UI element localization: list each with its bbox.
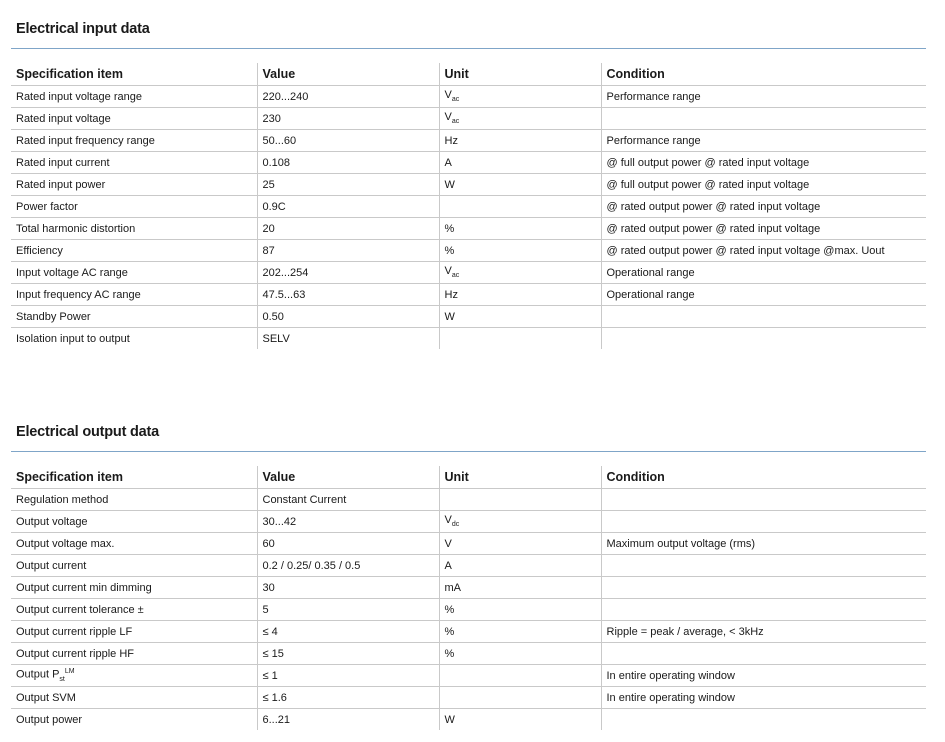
cell-value-text: SELV	[262, 332, 290, 345]
cell-unit-text: W	[444, 310, 455, 323]
cell-spec-item-text: Output current min dimming	[16, 581, 152, 594]
cell-unit	[439, 174, 601, 196]
header-unit: Unit	[439, 466, 601, 489]
cell-spec-item-text: Output voltage	[16, 515, 88, 528]
cell-value	[257, 511, 439, 533]
cell-unit	[439, 511, 601, 533]
cell-spec-item-text: Output voltage max.	[16, 537, 115, 550]
cell-condition-text: Performance range	[606, 134, 701, 147]
cell-spec-item-subscript: st	[59, 675, 65, 683]
cell-spec-item	[11, 328, 257, 350]
cell-value-text: 47.5...63	[262, 288, 306, 301]
cell-unit	[439, 130, 601, 152]
cell-value	[257, 86, 439, 108]
cell-unit-text: A	[444, 156, 452, 169]
table-row	[11, 577, 926, 599]
section-divider	[11, 451, 926, 452]
cell-spec-item-text: Output current ripple LF	[16, 625, 133, 638]
cell-condition	[601, 108, 926, 130]
cell-spec-item	[11, 130, 257, 152]
cell-spec-item-text: Output P	[16, 668, 60, 681]
cell-condition	[601, 555, 926, 577]
cell-value-text: 30	[262, 581, 275, 594]
cell-value	[257, 665, 439, 687]
cell-value-text: 220...240	[262, 90, 309, 103]
cell-value	[257, 555, 439, 577]
cell-condition-text: Ripple = peak / average, < 3kHz	[606, 625, 764, 638]
cell-value	[257, 599, 439, 621]
cell-condition	[601, 218, 926, 240]
cell-unit-text: %	[444, 244, 455, 257]
cell-value-text: ≤ 1.6	[262, 691, 287, 704]
cell-unit-subscript: ac	[451, 118, 460, 126]
cell-spec-item-text: Rated input current	[16, 156, 110, 169]
cell-condition	[601, 511, 926, 533]
cell-spec-item	[11, 262, 257, 284]
cell-unit	[439, 489, 601, 511]
cell-unit-text: V	[444, 111, 452, 124]
table-row	[11, 489, 926, 511]
table-row	[11, 262, 926, 284]
cell-value	[257, 306, 439, 328]
section-title: Electrical input data	[16, 21, 150, 37]
cell-unit	[439, 709, 601, 731]
cell-value-text: ≤ 4	[262, 625, 278, 638]
table-row	[11, 196, 926, 218]
cell-unit	[439, 328, 601, 350]
cell-value-text: 25	[262, 178, 275, 191]
cell-condition	[601, 174, 926, 196]
cell-condition-text: @ rated output power @ rated input voltage	[606, 222, 821, 235]
cell-spec-item-text: Output SVM	[16, 691, 76, 704]
cell-unit-text: A	[444, 559, 452, 572]
cell-spec-item	[11, 577, 257, 599]
cell-spec-item-text: Output current	[16, 559, 87, 572]
cell-spec-item-text: Output current tolerance ±	[16, 603, 144, 616]
cell-value	[257, 240, 439, 262]
cell-condition	[601, 665, 926, 687]
cell-value-text: 30...42	[262, 515, 297, 528]
cell-unit	[439, 196, 601, 218]
cell-spec-item-superscript: LM	[64, 668, 75, 676]
cell-condition-text: @ full output power @ rated input voltage	[606, 178, 810, 191]
table-row	[11, 555, 926, 577]
cell-spec-item-text: Rated input power	[16, 178, 106, 191]
cell-condition-text: Maximum output voltage (rms)	[606, 537, 756, 550]
header-condition: Condition	[601, 466, 926, 489]
table-row	[11, 218, 926, 240]
cell-value	[257, 533, 439, 555]
cell-unit	[439, 262, 601, 284]
cell-unit-text: Hz	[444, 288, 458, 301]
cell-condition	[601, 306, 926, 328]
cell-condition	[601, 152, 926, 174]
cell-unit	[439, 577, 601, 599]
cell-unit	[439, 218, 601, 240]
cell-unit	[439, 108, 601, 130]
cell-spec-item-text: Input frequency AC range	[16, 288, 141, 301]
output-table-body	[11, 489, 926, 731]
table-row	[11, 306, 926, 328]
table-row	[11, 130, 926, 152]
cell-spec-item	[11, 108, 257, 130]
cell-spec-item	[11, 86, 257, 108]
cell-spec-item	[11, 621, 257, 643]
header-value: Value	[257, 63, 439, 86]
cell-value-text: 230	[262, 112, 281, 125]
table-row	[11, 621, 926, 643]
cell-unit-text: V	[444, 514, 452, 527]
cell-condition	[601, 328, 926, 350]
table-header-row	[11, 466, 926, 489]
cell-condition	[601, 533, 926, 555]
input-spec-table	[11, 63, 926, 349]
cell-condition	[601, 621, 926, 643]
table-row	[11, 108, 926, 130]
cell-unit	[439, 86, 601, 108]
cell-value	[257, 621, 439, 643]
cell-unit	[439, 621, 601, 643]
table-row	[11, 284, 926, 306]
cell-spec-item-text: Standby Power	[16, 310, 91, 323]
cell-unit-subscript: ac	[451, 272, 460, 280]
table-row	[11, 665, 926, 687]
table-row	[11, 687, 926, 709]
header-condition: Condition	[601, 63, 926, 86]
cell-value	[257, 218, 439, 240]
cell-value-text: Constant Current	[262, 493, 347, 506]
output-spec-table	[11, 466, 926, 730]
cell-condition-text: Operational range	[606, 288, 695, 301]
cell-value	[257, 577, 439, 599]
cell-value	[257, 284, 439, 306]
table-row	[11, 174, 926, 196]
header-spec-item: Specification item	[11, 466, 257, 489]
cell-spec-item-text: Output power	[16, 713, 83, 726]
cell-condition-text: In entire operating window	[606, 669, 735, 682]
cell-spec-item	[11, 240, 257, 262]
cell-spec-item	[11, 599, 257, 621]
cell-condition	[601, 577, 926, 599]
cell-unit-subscript: dc	[451, 521, 460, 529]
cell-value	[257, 489, 439, 511]
cell-value-text: 5	[262, 603, 269, 616]
cell-unit-subscript: ac	[451, 96, 460, 104]
cell-unit	[439, 240, 601, 262]
cell-condition-text: In entire operating window	[606, 691, 735, 704]
cell-condition-text: @ full output power @ rated input voltage	[606, 156, 810, 169]
cell-value-text: 60	[262, 537, 275, 550]
cell-spec-item	[11, 152, 257, 174]
cell-unit	[439, 533, 601, 555]
cell-value	[257, 643, 439, 665]
header-unit: Unit	[439, 63, 601, 86]
cell-value-text: 20	[262, 222, 275, 235]
header-spec-item: Specification item	[11, 63, 257, 86]
cell-unit	[439, 643, 601, 665]
cell-spec-item	[11, 174, 257, 196]
section-divider	[11, 48, 926, 49]
table-row	[11, 599, 926, 621]
table-row	[11, 152, 926, 174]
cell-condition	[601, 284, 926, 306]
cell-unit-text: %	[444, 603, 455, 616]
cell-spec-item-text: Regulation method	[16, 493, 109, 506]
cell-condition	[601, 599, 926, 621]
cell-condition	[601, 262, 926, 284]
cell-value	[257, 196, 439, 218]
table-row	[11, 533, 926, 555]
cell-spec-item	[11, 555, 257, 577]
cell-spec-item	[11, 709, 257, 731]
cell-spec-item	[11, 284, 257, 306]
cell-spec-item-text: Total harmonic distortion	[16, 222, 136, 235]
cell-condition	[601, 130, 926, 152]
section-title: Electrical output data	[16, 424, 160, 440]
header-value: Value	[257, 466, 439, 489]
cell-spec-item	[11, 511, 257, 533]
cell-unit-text: %	[444, 222, 455, 235]
cell-condition	[601, 489, 926, 511]
cell-spec-item-text: Isolation input to output	[16, 332, 130, 345]
cell-value-text: ≤ 15	[262, 647, 284, 660]
cell-value-text: 0.50	[262, 310, 284, 323]
cell-condition	[601, 240, 926, 262]
cell-value	[257, 709, 439, 731]
cell-unit-text: %	[444, 625, 455, 638]
cell-unit-text: V	[444, 89, 452, 102]
cell-value-text: 87	[262, 244, 275, 257]
cell-spec-item	[11, 665, 257, 687]
input-table-body	[11, 86, 926, 350]
cell-unit	[439, 152, 601, 174]
cell-condition-text: @ rated output power @ rated input voltage	[606, 200, 821, 213]
table-row	[11, 643, 926, 665]
table-row	[11, 709, 926, 731]
cell-condition-text: @ rated output power @ rated input voltage @max. Uout	[606, 244, 885, 257]
cell-spec-item-text: Power factor	[16, 200, 78, 213]
cell-condition-text: Performance range	[606, 90, 701, 103]
cell-value-text: 6...21	[262, 713, 291, 726]
cell-unit	[439, 665, 601, 687]
cell-spec-item	[11, 643, 257, 665]
cell-spec-item-text: Rated input voltage	[16, 112, 111, 125]
cell-unit	[439, 284, 601, 306]
cell-condition	[601, 687, 926, 709]
table-header-row	[11, 63, 926, 86]
cell-value	[257, 174, 439, 196]
cell-unit-text: W	[444, 178, 455, 191]
cell-value-text: 50...60	[262, 134, 297, 147]
cell-condition	[601, 196, 926, 218]
cell-value-text: 0.2 / 0.25/ 0.35 / 0.5	[262, 559, 361, 572]
section-input	[11, 14, 926, 349]
cell-spec-item	[11, 218, 257, 240]
cell-value	[257, 152, 439, 174]
table-row	[11, 86, 926, 108]
cell-spec-item-text: Input voltage AC range	[16, 266, 128, 279]
cell-spec-item	[11, 533, 257, 555]
table-row	[11, 328, 926, 350]
cell-condition	[601, 709, 926, 731]
cell-value	[257, 130, 439, 152]
cell-spec-item-text: Rated input voltage range	[16, 90, 142, 103]
cell-value	[257, 328, 439, 350]
cell-value-text: 0.108	[262, 156, 291, 169]
section-output	[11, 417, 926, 730]
cell-unit-text: mA	[444, 581, 461, 594]
cell-value-text: 0.9C	[262, 200, 286, 213]
cell-unit-text: V	[444, 265, 452, 278]
cell-spec-item-text: Rated input frequency range	[16, 134, 155, 147]
cell-condition	[601, 643, 926, 665]
table-row	[11, 511, 926, 533]
cell-spec-item	[11, 196, 257, 218]
cell-spec-item	[11, 687, 257, 709]
cell-unit-text: W	[444, 713, 455, 726]
cell-condition	[601, 86, 926, 108]
cell-unit	[439, 306, 601, 328]
table-row	[11, 240, 926, 262]
cell-value	[257, 262, 439, 284]
cell-value	[257, 687, 439, 709]
cell-spec-item-text: Output current ripple HF	[16, 647, 134, 660]
cell-value	[257, 108, 439, 130]
cell-spec-item-text: Efficiency	[16, 244, 63, 257]
cell-unit-text: V	[444, 537, 452, 550]
cell-unit-text: %	[444, 647, 455, 660]
cell-unit	[439, 555, 601, 577]
cell-unit-text: Hz	[444, 134, 458, 147]
cell-unit	[439, 599, 601, 621]
cell-value-text: ≤ 1	[262, 669, 278, 682]
cell-unit	[439, 687, 601, 709]
cell-condition-text: Operational range	[606, 266, 695, 279]
cell-spec-item	[11, 306, 257, 328]
cell-value-text: 202...254	[262, 266, 309, 279]
cell-spec-item	[11, 489, 257, 511]
